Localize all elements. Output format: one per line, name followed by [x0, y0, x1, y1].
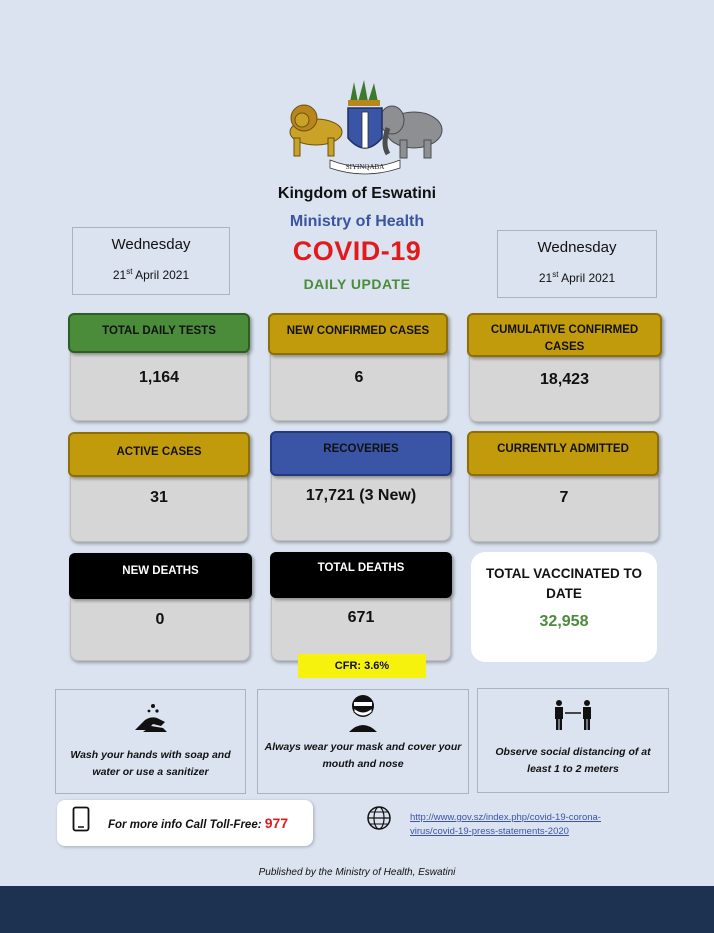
covid-title: COVID-19 [292, 236, 422, 266]
cumulative-confirmed-header: CUMULATIVE CONFIRMED CASES [467, 313, 662, 357]
new-deaths-header: NEW DEATHS [69, 553, 252, 599]
new-deaths-value: 0 [70, 592, 250, 661]
active-cases-header: ACTIVE CASES [68, 432, 250, 477]
new-confirmed-value: 6 [270, 346, 448, 421]
ministry-title: Ministry of Health [289, 213, 425, 230]
distancing-box [477, 688, 669, 793]
right-date-box [497, 230, 657, 298]
published-by-text: Published by the Ministry of Health, Eswatini [258, 867, 456, 878]
total-daily-tests-header: TOTAL DAILY TESTS [68, 313, 250, 353]
toll-free-text: For more info Call Toll-Free: 977 [108, 815, 289, 831]
mask-box [257, 689, 469, 794]
vaccinated-card [471, 552, 657, 662]
toll-free-number: 977 [264, 815, 289, 831]
phone-icon [72, 806, 90, 832]
coat-of-arms-logo [284, 80, 446, 180]
footer-bar [0, 886, 714, 933]
currently-admitted-value: 7 [469, 470, 659, 542]
recoveries-header: RECOVERIES [270, 431, 452, 476]
vaccinated-value: 32,958 [539, 613, 589, 631]
left-date-box [72, 227, 230, 295]
cumulative-confirmed-value: 18,423 [469, 350, 660, 422]
total-deaths-header: TOTAL DEATHS [270, 552, 452, 598]
cfr-badge: CFR: 3.6% [298, 654, 426, 678]
active-cases-value: 31 [70, 470, 248, 542]
distancing-icon [553, 699, 593, 731]
kingdom-title: Kingdom of Eswatini [277, 185, 437, 202]
daily-update-subtitle: DAILY UPDATE [303, 276, 411, 292]
total-daily-tests-value: 1,164 [70, 346, 248, 421]
mask-text: Always wear your mask and cover your mouth and nose [264, 741, 462, 770]
press-statements-link[interactable]: http://www.gov.sz/index.php/covid-19-corona- virus/covid-19-press-statements-2020 [410, 812, 601, 838]
globe-icon [366, 805, 392, 831]
new-confirmed-header: NEW CONFIRMED CASES [268, 313, 448, 355]
left-date-text: 21st April 2021 [112, 267, 190, 282]
crest-motto: SIYINQABA [345, 163, 385, 171]
vaccinated-label: TOTAL VACCINATED TO DATE [485, 566, 642, 601]
right-date-day: Wednesday [537, 239, 617, 256]
currently-admitted-header: CURRENTLY ADMITTED [467, 431, 659, 476]
handwash-text: Wash your hands with soap and water or use a sanitizer [70, 749, 231, 778]
right-date-text: 21st April 2021 [538, 270, 616, 285]
handwash-icon [131, 702, 171, 736]
recoveries-value: 17,721 (3 New) [271, 468, 451, 541]
total-deaths-value: 671 [271, 592, 451, 661]
handwash-box [55, 689, 246, 794]
distancing-text: Observe social distancing of at least 1 to 2 meters [495, 746, 651, 775]
left-date-day: Wednesday [111, 236, 191, 253]
mask-icon [345, 692, 381, 732]
